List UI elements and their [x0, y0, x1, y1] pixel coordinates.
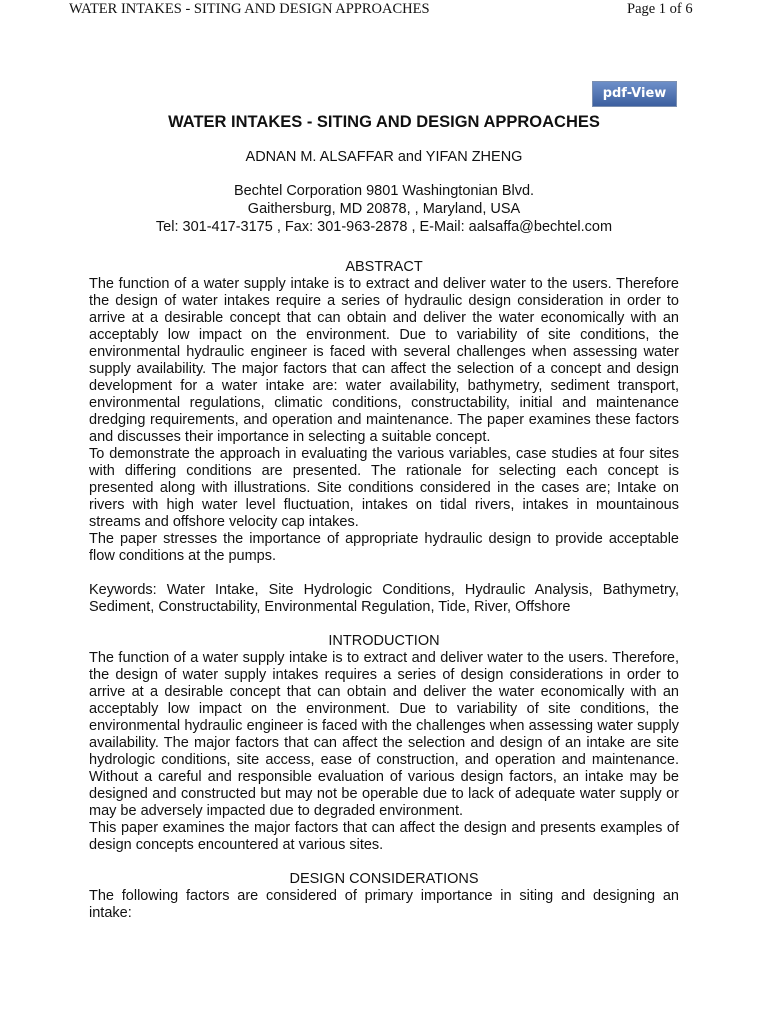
design-considerations-paragraph: The following factors are considered of primary importance in siting and designing an intake:	[89, 888, 679, 921]
running-header	[0, 0, 768, 20]
affiliation-line: Tel: 301-417-3175 , Fax: 301-963-2878 , E-Mail: aalsaffa@bechtel.com	[155, 219, 613, 235]
page-indicator: Page 1 of 6	[627, 1, 693, 17]
affiliation-line: Gaithersburg, MD 20878, , Maryland, USA	[247, 201, 521, 217]
pdf-view-button[interactable]: pdf-View	[592, 81, 677, 107]
design-considerations-heading: DESIGN CONSIDERATIONS	[289, 871, 479, 887]
running-header-title: WATER INTAKES - SITING AND DESIGN APPROACHES	[69, 1, 430, 17]
paper-title: WATER INTAKES - SITING AND DESIGN APPROACHES	[168, 113, 600, 131]
abstract-paragraph: The function of a water supply intake is to extract and deliver water to the users. Therefore the design of water intakes require a series of hydraulic design consideration in order to arrive at a desirable concept that can obtain and deliver the water economically with an acceptably low impact on the environment. Due to variability of site conditions, the environmental hydraulic engineer is faced with several challenges when assessing water supply availability. The major factors that can affect the selection of a concept and design development for a water intake are: water availability, bathymetry, sediment transport, environmental regulations, climatic conditions, constructability, initial and maintenance dredging requirements, and operation and maintenance. The paper examines these factors and discusses their importance in selecting a suitable concept.	[89, 276, 679, 445]
affiliation-block	[89, 182, 679, 236]
paper-authors: ADNAN M. ALSAFFAR and YIFAN ZHENG	[245, 149, 523, 165]
abstract-paragraph: To demonstrate the approach in evaluating the various variables, case studies at four sites with differing conditions are presented. The rationale for selecting each concept is presented along with illustrations. Site conditions considered in the cases are; Intake on rivers with high water level fluctuation, intakes on tidal rivers, intakes in mountainous streams and offshore velocity cap intakes.	[89, 446, 679, 530]
introduction-paragraph: The function of a water supply intake is to extract and deliver water to the users. Therefore, the design of water supply intakes requires a series of design considerations in order to arrive at a desirable concept that can obtain and deliver the water economically with an acceptably low impact on the environment. Due to variability of site conditions, the environmental hydraulic engineer is faced with the challenges when assessing water supply availability. The major factors that can affect the selection and design of an intake are site hydrologic conditions, site access, ease of construction, and operation and maintenance. Without a careful and responsible evaluation of various design factors, an intake may be designed and constructed but may not be operable due to lack of adequate water supply or may be adversely impacted due to degraded environment.	[89, 650, 679, 819]
introduction-paragraph: This paper examines the major factors that can affect the design and presents examples of design concepts encountered at various sites.	[89, 820, 679, 853]
introduction-heading: INTRODUCTION	[328, 633, 440, 649]
abstract-heading: ABSTRACT	[345, 259, 423, 275]
abstract-paragraph: The paper stresses the importance of appropriate hydraulic design to provide acceptable flow conditions at the pumps.	[89, 531, 679, 564]
affiliation-line: Bechtel Corporation 9801 Washingtonian Blvd.	[233, 183, 535, 199]
document-body	[89, 110, 679, 922]
keywords: Keywords: Water Intake, Site Hydrologic Conditions, Hydraulic Analysis, Bathymetry, Sediment, Constructability, Environmental Regulation, Tide, River, Offshore	[89, 582, 679, 615]
